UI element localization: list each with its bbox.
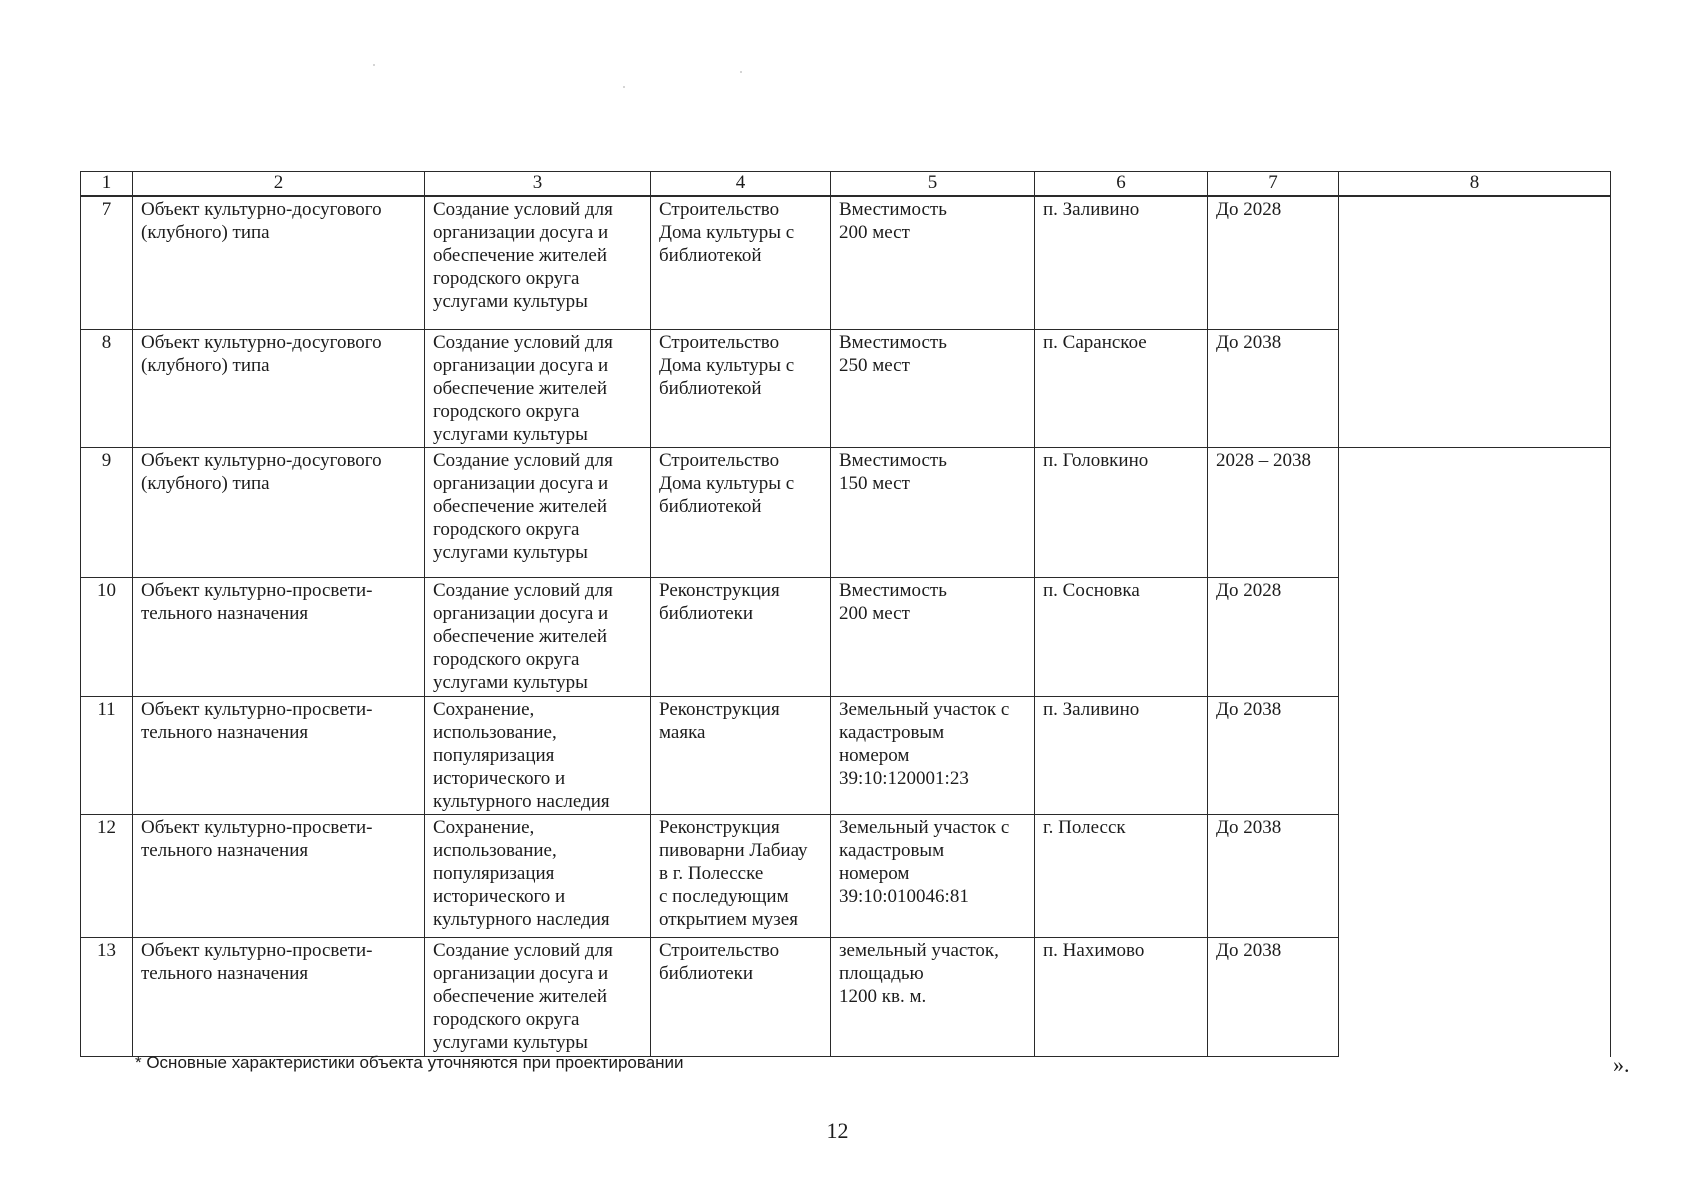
action-cell: Строительство Дома культуры с библиотекой	[651, 330, 831, 448]
action-cell: Строительство Дома культуры с библиотекой	[651, 196, 831, 330]
action-cell: Реконструкция маяка	[651, 697, 831, 815]
characteristics-cell: Вместимость 250 мест	[831, 330, 1035, 448]
scan-speck	[623, 86, 625, 88]
characteristics-cell: Вместимость 200 мест	[831, 578, 1035, 697]
location-cell: п. Саранское	[1035, 330, 1208, 448]
object-cell: Объект культурно-просвети- тельного назначения	[133, 815, 425, 938]
term-cell: 2028 – 2038	[1208, 448, 1339, 578]
characteristics-cell: земельный участок, площадью 1200 кв. м.	[831, 938, 1035, 1057]
purpose-cell: Сохранение, использование, популяризация исторического и культурного наследия	[425, 697, 651, 815]
object-cell: Объект культурно-досугового (клубного) типа	[133, 196, 425, 330]
term-cell: До 2028	[1208, 196, 1339, 330]
objects-table	[80, 171, 1611, 1057]
purpose-cell: Сохранение, использование, популяризация исторического и культурного наследия	[425, 815, 651, 938]
column-header: 6	[1035, 172, 1208, 197]
scan-speck	[373, 64, 375, 66]
characteristics-cell: Вместимость 150 мест	[831, 448, 1035, 578]
column-header: 5	[831, 172, 1035, 197]
footnote: * Основные характеристики объекта уточняются при проектировании	[135, 1053, 684, 1072]
row-number: 8	[81, 330, 133, 448]
row-number: 9	[81, 448, 133, 578]
object-cell: Объект культурно-досугового (клубного) типа	[133, 448, 425, 578]
row-number: 12	[81, 815, 133, 938]
action-cell: Строительство библиотеки	[651, 938, 831, 1057]
location-cell: п. Головкино	[1035, 448, 1208, 578]
location-cell: п. Нахимово	[1035, 938, 1208, 1057]
page-number: 12	[826, 1118, 849, 1143]
location-cell: п. Заливино	[1035, 697, 1208, 815]
location-cell: п. Сосновка	[1035, 578, 1208, 697]
action-cell: Реконструкция пивоварни Лабиау в г. Полесске с последующим открытием музея	[651, 815, 831, 938]
scan-speck	[740, 71, 742, 73]
column-header: 7	[1208, 172, 1339, 197]
row-number: 7	[81, 196, 133, 330]
location-cell: п. Заливино	[1035, 196, 1208, 330]
purpose-cell: Создание условий для организации досуга и обеспечение жителей городского округа услугами культуры	[425, 938, 651, 1057]
object-cell: Объект культурно-просвети- тельного назначения	[133, 697, 425, 815]
column-header: 4	[651, 172, 831, 197]
column-header: 8	[1339, 172, 1611, 197]
table-row	[81, 196, 1611, 330]
term-cell: До 2038	[1208, 815, 1339, 938]
term-cell: До 2028	[1208, 578, 1339, 697]
column-header: 2	[133, 172, 425, 197]
column-header: 1	[81, 172, 133, 197]
purpose-cell: Создание условий для организации досуга и обеспечение жителей городского округа услугами культуры	[425, 196, 651, 330]
column-header: 3	[425, 172, 651, 197]
object-cell: Объект культурно-просвети- тельного назначения	[133, 938, 425, 1057]
column-8-cell	[1339, 196, 1611, 448]
characteristics-cell: Земельный участок с кадастровым номером 39:10:120001:23	[831, 697, 1035, 815]
characteristics-cell: Вместимость 200 мест	[831, 196, 1035, 330]
table-header-row	[81, 172, 1611, 197]
row-number: 13	[81, 938, 133, 1057]
purpose-cell: Создание условий для организации досуга и обеспечение жителей городского округа услугами культуры	[425, 448, 651, 578]
table-row	[81, 448, 1611, 578]
object-cell: Объект культурно-досугового (клубного) типа	[133, 330, 425, 448]
row-number: 11	[81, 697, 133, 815]
column-8-cell	[1339, 448, 1611, 1057]
term-cell: До 2038	[1208, 938, 1339, 1057]
purpose-cell: Создание условий для организации досуга и обеспечение жителей городского округа услугами культуры	[425, 330, 651, 448]
location-cell: г. Полесск	[1035, 815, 1208, 938]
term-cell: До 2038	[1208, 330, 1339, 448]
purpose-cell: Создание условий для организации досуга и обеспечение жителей городского округа услугами культуры	[425, 578, 651, 697]
object-cell: Объект культурно-просвети- тельного назначения	[133, 578, 425, 697]
characteristics-cell: Земельный участок с кадастровым номером 39:10:010046:81	[831, 815, 1035, 938]
closing-quote-mark: ».	[1613, 1052, 1630, 1077]
action-cell: Строительство Дома культуры с библиотекой	[651, 448, 831, 578]
row-number: 10	[81, 578, 133, 697]
action-cell: Реконструкция библиотеки	[651, 578, 831, 697]
term-cell: До 2038	[1208, 697, 1339, 815]
